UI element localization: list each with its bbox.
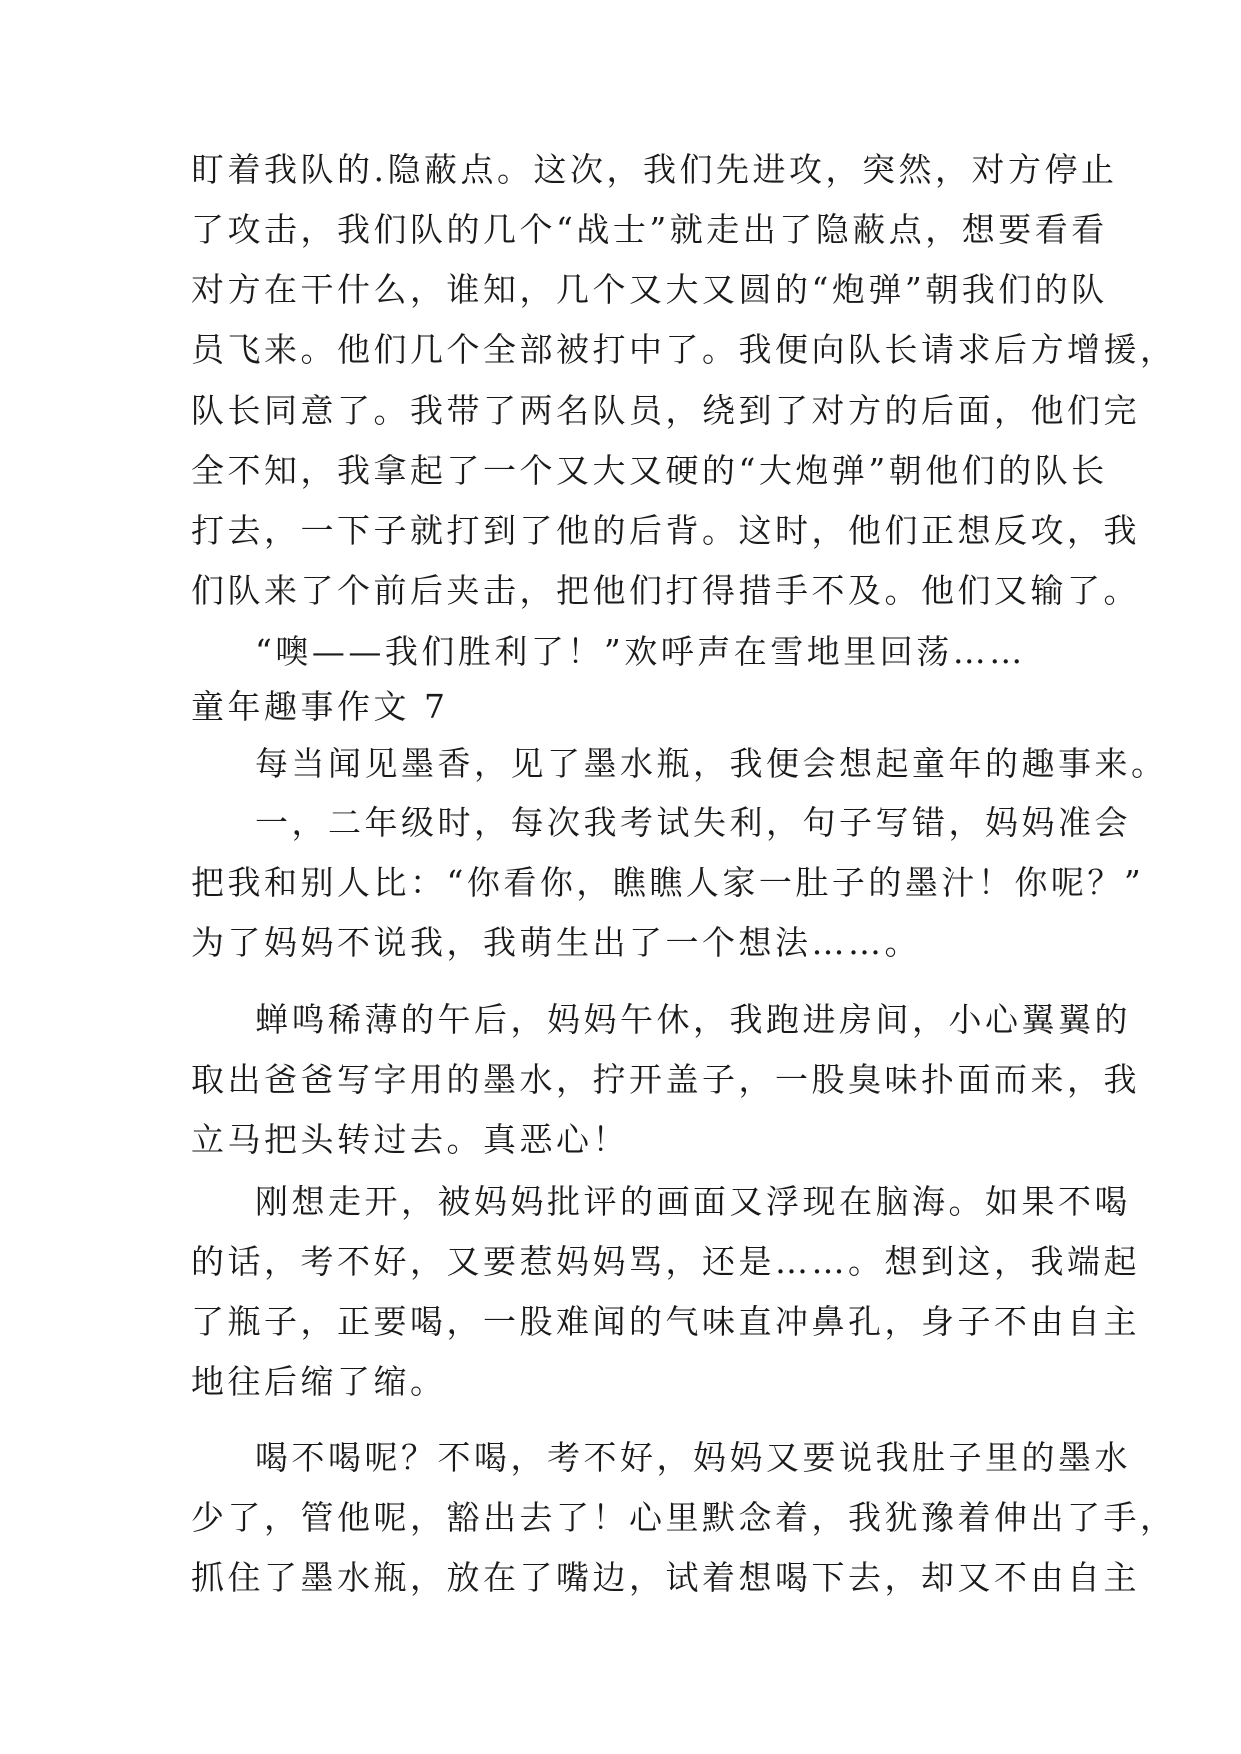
text-line: 地往后缩了缩。: [191, 1362, 447, 1401]
text-line: 盯着我队的.隐蔽点。这次，我们先进攻，突然，对方停止: [191, 150, 1118, 189]
text-line: 蝉鸣稀薄的午后，妈妈午休，我跑进房间，小心翼翼的: [255, 1000, 1131, 1039]
text-line: 全不知，我拿起了一个又大又硬的“大炮弹”朝他们的队长: [191, 451, 1108, 490]
text-line: 把我和别人比：“你看你，瞧瞧人家一肚子的墨汁！你呢？”: [191, 863, 1145, 902]
text-line: 员飞来。他们几个全部被打中了。我便向队长请求后方增援，: [191, 330, 1177, 369]
text-line: “噢——我们胜利了！”欢呼声在雪地里回荡……: [255, 632, 1026, 671]
text-line: 每当闻见墨香，见了墨水瓶，我便会想起童年的趣事来。: [255, 744, 1168, 783]
text-line: 了瓶子，正要喝，一股难闻的气味直冲鼻孔，身子不由自主: [191, 1302, 1140, 1341]
text-line: 们队来了个前后夹击，把他们打得措手不及。他们又输了。: [191, 571, 1140, 610]
text-line: 打去，一下子就打到了他的后背。这时，他们正想反攻，我: [191, 511, 1140, 550]
text-line: 了攻击，我们队的几个“战士”就走出了隐蔽点，想要看看: [191, 210, 1108, 249]
text-line: 抓住了墨水瓶，放在了嘴边，试着想喝下去，却又不由自主: [191, 1558, 1140, 1597]
text-line: 为了妈妈不说我，我萌生出了一个想法……。: [191, 923, 921, 962]
text-line: 立马把头转过去。真恶心！: [191, 1120, 629, 1159]
section-title: 童年趣事作文 7: [191, 687, 449, 726]
text-line: 取出爸爸写字用的墨水，拧开盖子，一股臭味扑面而来，我: [191, 1060, 1140, 1099]
text-line: 少了，管他呢，豁出去了！心里默念着，我犹豫着伸出了手，: [191, 1498, 1177, 1537]
text-line: 的话，考不好，又要惹妈妈骂，还是……。想到这，我端起: [191, 1242, 1140, 1281]
text-line: 队长同意了。我带了两名队员，绕到了对方的后面，他们完: [191, 391, 1140, 430]
text-line: 一，二年级时，每次我考试失利，句子写错，妈妈准会: [255, 803, 1131, 842]
text-line: 喝不喝呢？不喝，考不好，妈妈又要说我肚子里的墨水: [255, 1438, 1131, 1477]
text-line: 刚想走开，被妈妈批评的画面又浮现在脑海。如果不喝: [255, 1182, 1131, 1221]
text-line: 对方在干什么，谁知，几个又大又圆的“炮弹”朝我们的队: [191, 270, 1108, 309]
